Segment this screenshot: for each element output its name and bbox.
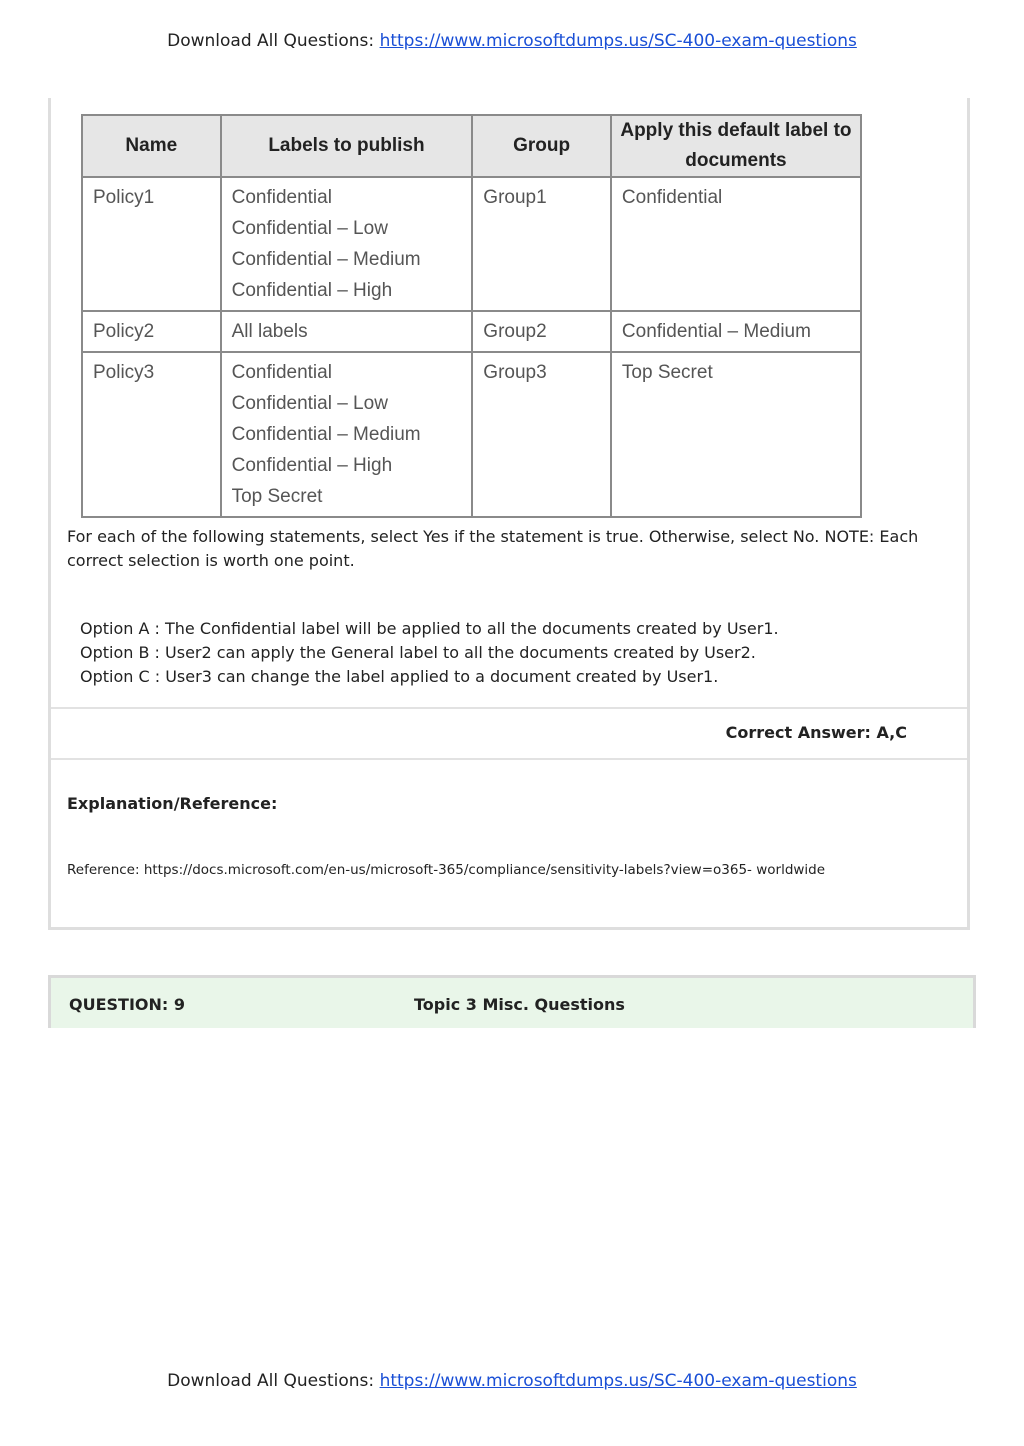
header-name: Name bbox=[82, 115, 221, 177]
header-default-label: Apply this default label to documents bbox=[611, 115, 861, 177]
options-list bbox=[80, 617, 779, 689]
policy-group: Group3 bbox=[472, 352, 611, 517]
question-card bbox=[48, 98, 970, 930]
next-question-header bbox=[48, 975, 976, 1028]
policy-table bbox=[81, 114, 862, 518]
header-labels: Labels to publish bbox=[221, 115, 473, 177]
label-item: Confidential – High bbox=[231, 455, 393, 476]
table-header-row bbox=[82, 115, 861, 177]
option-a: Option A : The Confidential label will be applied to all the documents created by User1. bbox=[80, 619, 779, 638]
policy-name: Policy1 bbox=[82, 177, 221, 311]
explanation-title: Explanation/Reference: bbox=[67, 794, 278, 813]
label-item: Confidential – Medium bbox=[231, 249, 421, 270]
header-download-line bbox=[0, 31, 1024, 51]
footer-download-line bbox=[0, 1371, 1024, 1391]
header-group: Group bbox=[472, 115, 611, 177]
table-row bbox=[82, 177, 861, 311]
label-item: Confidential – Low bbox=[231, 218, 388, 239]
policy-labels bbox=[221, 311, 473, 352]
label-item: Confidential bbox=[231, 362, 332, 383]
policy-labels bbox=[221, 177, 473, 311]
option-b: Option B : User2 can apply the General label to all the documents created by User2. bbox=[80, 643, 756, 662]
instructions-text: For each of the following statements, select Yes if the statement is true. Otherwise, select No. NOTE: Each correct selection is worth one point. bbox=[67, 527, 919, 570]
policy-group: Group2 bbox=[472, 311, 611, 352]
label-item: Top Secret bbox=[231, 486, 323, 507]
policy-group: Group1 bbox=[472, 177, 611, 311]
download-link[interactable]: https://www.microsoftdumps.us/SC-400-exam-questions bbox=[379, 31, 857, 51]
label-item: Confidential – Low bbox=[231, 393, 388, 414]
option-c: Option C : User3 can change the label applied to a document created by User1. bbox=[80, 667, 719, 686]
table-row bbox=[82, 311, 861, 352]
policy-name: Policy2 bbox=[82, 311, 221, 352]
policy-default: Top Secret bbox=[611, 352, 861, 517]
label-item: Confidential – Medium bbox=[231, 424, 421, 445]
download-label: Download All Questions: bbox=[167, 31, 380, 51]
label-item: All labels bbox=[231, 321, 308, 342]
table-row bbox=[82, 352, 861, 517]
policy-default: Confidential bbox=[611, 177, 861, 311]
label-item: Confidential bbox=[231, 187, 332, 208]
policy-labels bbox=[221, 352, 473, 517]
download-link[interactable]: https://www.microsoftdumps.us/SC-400-exam-questions bbox=[379, 1371, 857, 1391]
correct-answer: Correct Answer: A,C bbox=[725, 723, 907, 742]
divider bbox=[51, 707, 967, 709]
download-label: Download All Questions: bbox=[167, 1371, 380, 1391]
policy-name: Policy3 bbox=[82, 352, 221, 517]
divider bbox=[51, 758, 967, 760]
question-topic: Topic 3 Misc. Questions bbox=[414, 995, 625, 1014]
label-item: Confidential – High bbox=[231, 280, 393, 301]
reference-text: Reference: https://docs.microsoft.com/en-us/microsoft-365/compliance/sensitivity-labels?view=o365- worldwide bbox=[67, 862, 826, 878]
policy-default: Confidential – Medium bbox=[611, 311, 861, 352]
question-number: QUESTION: 9 bbox=[69, 995, 186, 1014]
